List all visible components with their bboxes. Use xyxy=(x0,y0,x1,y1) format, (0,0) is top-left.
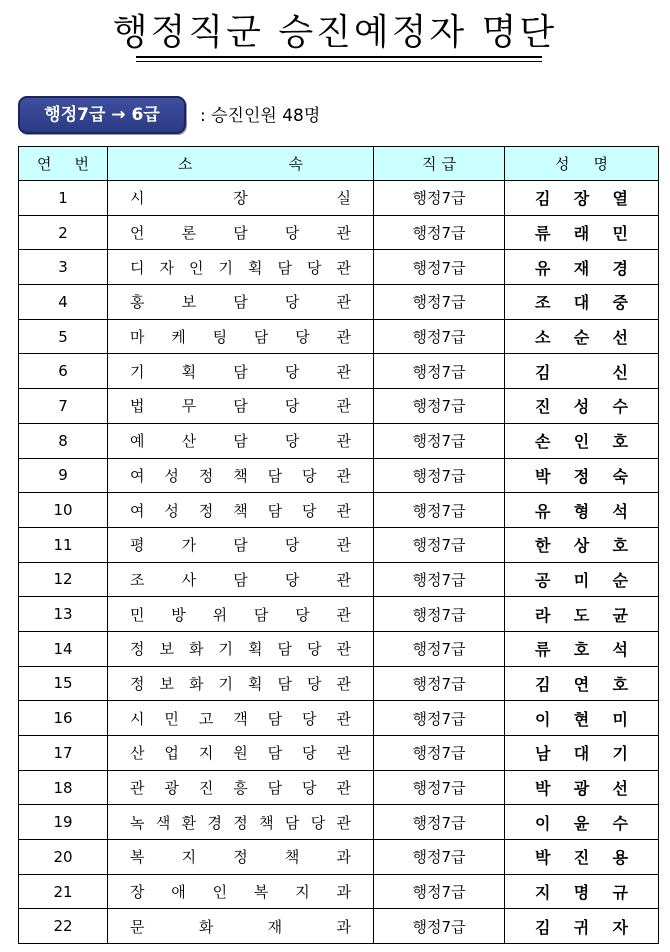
row-name: 진 성 수 xyxy=(505,389,659,424)
row-rank: 행정7급 xyxy=(374,840,505,875)
row-number: 18 xyxy=(19,770,108,805)
row-name: 김 귀 자 xyxy=(505,909,659,944)
row-name: 박 진 용 xyxy=(505,840,659,875)
row-department: 관 광 진 흥 담 당 관 xyxy=(108,770,374,805)
row-name: 소 순 선 xyxy=(505,319,659,354)
row-name: 김 연 호 xyxy=(505,666,659,701)
row-name: 류 래 민 xyxy=(505,215,659,250)
row-number: 16 xyxy=(19,701,108,736)
table-row xyxy=(19,285,659,320)
column-header-org: 소 속 xyxy=(108,147,374,181)
row-rank: 행정7급 xyxy=(374,493,505,528)
table-row xyxy=(19,354,659,389)
row-rank: 행정7급 xyxy=(374,805,505,840)
row-department: 여 성 정 책 담 당 관 xyxy=(108,493,374,528)
column-header-rank: 직 급 xyxy=(374,147,505,181)
table-row xyxy=(19,597,659,632)
row-department: 여 성 정 책 담 당 관 xyxy=(108,458,374,493)
row-number: 14 xyxy=(19,631,108,666)
row-number: 15 xyxy=(19,666,108,701)
row-number: 22 xyxy=(19,909,108,944)
row-number: 5 xyxy=(19,319,108,354)
title-underline xyxy=(136,56,542,58)
column-header-name: 성 명 xyxy=(505,147,659,181)
row-rank: 행정7급 xyxy=(374,389,505,424)
row-rank: 행정7급 xyxy=(374,285,505,320)
table-row xyxy=(19,527,659,562)
table-row xyxy=(19,319,659,354)
row-rank: 행정7급 xyxy=(374,874,505,909)
row-department: 산 업 지 원 담 당 관 xyxy=(108,736,374,771)
row-department: 홍 보 담 당 관 xyxy=(108,285,374,320)
row-rank: 행정7급 xyxy=(374,354,505,389)
row-rank: 행정7급 xyxy=(374,562,505,597)
table-row xyxy=(19,701,659,736)
row-department: 마 케 팅 담 당 관 xyxy=(108,319,374,354)
table-row xyxy=(19,631,659,666)
table-row xyxy=(19,423,659,458)
row-rank: 행정7급 xyxy=(374,527,505,562)
table-header-row xyxy=(19,147,659,181)
page-title: 행정직군 승진예정자 명단 xyxy=(112,12,558,53)
row-number: 2 xyxy=(19,215,108,250)
row-department: 조 사 담 당 관 xyxy=(108,562,374,597)
row-rank: 행정7급 xyxy=(374,319,505,354)
row-number: 11 xyxy=(19,527,108,562)
row-name: 류 호 석 xyxy=(505,631,659,666)
row-name: 김 장 열 xyxy=(505,181,659,216)
table-row xyxy=(19,458,659,493)
table-row xyxy=(19,874,659,909)
row-rank: 행정7급 xyxy=(374,701,505,736)
row-rank: 행정7급 xyxy=(374,736,505,771)
table-row xyxy=(19,909,659,944)
row-name: 지 명 규 xyxy=(505,874,659,909)
column-header-no: 연 번 xyxy=(19,147,108,181)
row-number: 19 xyxy=(19,805,108,840)
row-number: 10 xyxy=(19,493,108,528)
promotion-table xyxy=(18,146,659,944)
row-rank: 행정7급 xyxy=(374,250,505,285)
row-name: 김 신 xyxy=(505,354,659,389)
row-department: 녹 색 환 경 정 책 담 당 관 xyxy=(108,805,374,840)
row-name: 박 정 숙 xyxy=(505,458,659,493)
row-name: 손 인 호 xyxy=(505,423,659,458)
row-number: 21 xyxy=(19,874,108,909)
row-department: 정 보 화 기 획 담 당 관 xyxy=(108,666,374,701)
row-name: 라 도 균 xyxy=(505,597,659,632)
row-number: 3 xyxy=(19,250,108,285)
table-row xyxy=(19,250,659,285)
row-name: 유 재 경 xyxy=(505,250,659,285)
row-rank: 행정7급 xyxy=(374,631,505,666)
row-name: 박 광 선 xyxy=(505,770,659,805)
row-department: 시 장 실 xyxy=(108,181,374,216)
row-department: 평 가 담 당 관 xyxy=(108,527,374,562)
row-department: 예 산 담 당 관 xyxy=(108,423,374,458)
table-row xyxy=(19,181,659,216)
row-department: 법 무 담 당 관 xyxy=(108,389,374,424)
row-name: 공 미 순 xyxy=(505,562,659,597)
row-rank: 행정7급 xyxy=(374,181,505,216)
row-number: 13 xyxy=(19,597,108,632)
table-row xyxy=(19,389,659,424)
table-row xyxy=(19,215,659,250)
row-name: 한 상 호 xyxy=(505,527,659,562)
row-rank: 행정7급 xyxy=(374,909,505,944)
row-department: 복 지 정 책 과 xyxy=(108,840,374,875)
row-number: 12 xyxy=(19,562,108,597)
title-underline-thin xyxy=(136,61,542,62)
row-rank: 행정7급 xyxy=(374,597,505,632)
row-rank: 행정7급 xyxy=(374,215,505,250)
promotion-count: : 승진인원 48명 xyxy=(200,106,321,126)
row-department: 언 론 담 당 관 xyxy=(108,215,374,250)
row-number: 4 xyxy=(19,285,108,320)
row-department: 민 방 위 담 당 관 xyxy=(108,597,374,632)
row-name: 유 형 석 xyxy=(505,493,659,528)
table-row xyxy=(19,666,659,701)
row-name: 이 윤 수 xyxy=(505,805,659,840)
row-number: 8 xyxy=(19,423,108,458)
row-rank: 행정7급 xyxy=(374,423,505,458)
row-rank: 행정7급 xyxy=(374,666,505,701)
table-row xyxy=(19,736,659,771)
row-number: 7 xyxy=(19,389,108,424)
row-name: 남 대 기 xyxy=(505,736,659,771)
row-number: 9 xyxy=(19,458,108,493)
table-row xyxy=(19,840,659,875)
table-row xyxy=(19,805,659,840)
row-department: 정 보 화 기 획 담 당 관 xyxy=(108,631,374,666)
row-number: 20 xyxy=(19,840,108,875)
row-rank: 행정7급 xyxy=(374,770,505,805)
row-name: 이 현 미 xyxy=(505,701,659,736)
table-row xyxy=(19,770,659,805)
row-department: 시 민 고 객 담 당 관 xyxy=(108,701,374,736)
row-number: 1 xyxy=(19,181,108,216)
row-rank: 행정7급 xyxy=(374,458,505,493)
row-number: 17 xyxy=(19,736,108,771)
row-number: 6 xyxy=(19,354,108,389)
row-department: 디 자 인 기 획 담 당 관 xyxy=(108,250,374,285)
row-department: 기 획 담 당 관 xyxy=(108,354,374,389)
row-name: 조 대 중 xyxy=(505,285,659,320)
row-department: 문 화 재 과 xyxy=(108,909,374,944)
grade-badge: 행정7급 → 6급 xyxy=(18,96,186,134)
table-row xyxy=(19,493,659,528)
row-department: 장 애 인 복 지 과 xyxy=(108,874,374,909)
table-row xyxy=(19,562,659,597)
